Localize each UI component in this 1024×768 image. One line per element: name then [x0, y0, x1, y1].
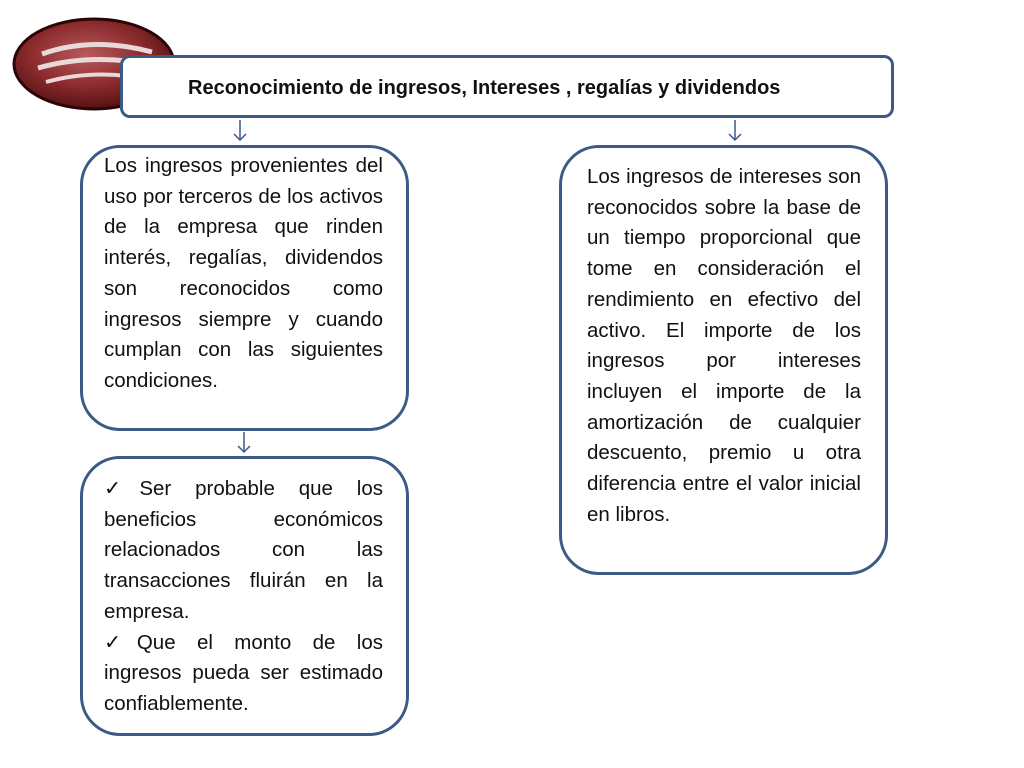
diagram-title: Reconocimiento de ingresos, Intereses , regalías y dividendos	[188, 77, 781, 99]
checkmark-icon: ✓	[104, 630, 137, 654]
condition-text: Que el monto de los ingresos pueda ser estimado confiablemente.	[104, 630, 383, 715]
conditions-list	[104, 474, 383, 720]
right-box-paragraph: Los ingresos de intereses son reconocidos sobre la base de un tiempo proporcional que tome en consideración el rendimiento en efectivo del activo. El importe de los ingresos por intereses incluyen el importe de la amortización de cualquier descuento, premio u otra diferencia entre el valor inicial en libros.	[587, 165, 861, 526]
checkmark-icon: ✓	[104, 477, 140, 500]
list-item	[104, 474, 383, 628]
arrow-down-icon	[233, 120, 247, 142]
left-box-text	[104, 151, 383, 397]
right-box-text	[587, 162, 861, 530]
conditions-box-text	[104, 474, 383, 720]
arrow-down-icon	[728, 120, 742, 142]
arrow-down-icon	[237, 432, 251, 454]
left-box-paragraph: Los ingresos provenientes del uso por terceros de los activos de la empresa que rinden interés, regalías, dividendos son reconocidos como ingresos siempre y cuando cumplan con las siguientes condiciones.	[104, 154, 383, 392]
list-item	[104, 628, 383, 720]
condition-text: Ser probable que los beneficios económicos relacionados con las transacciones fluirán en la empresa.	[104, 477, 383, 623]
